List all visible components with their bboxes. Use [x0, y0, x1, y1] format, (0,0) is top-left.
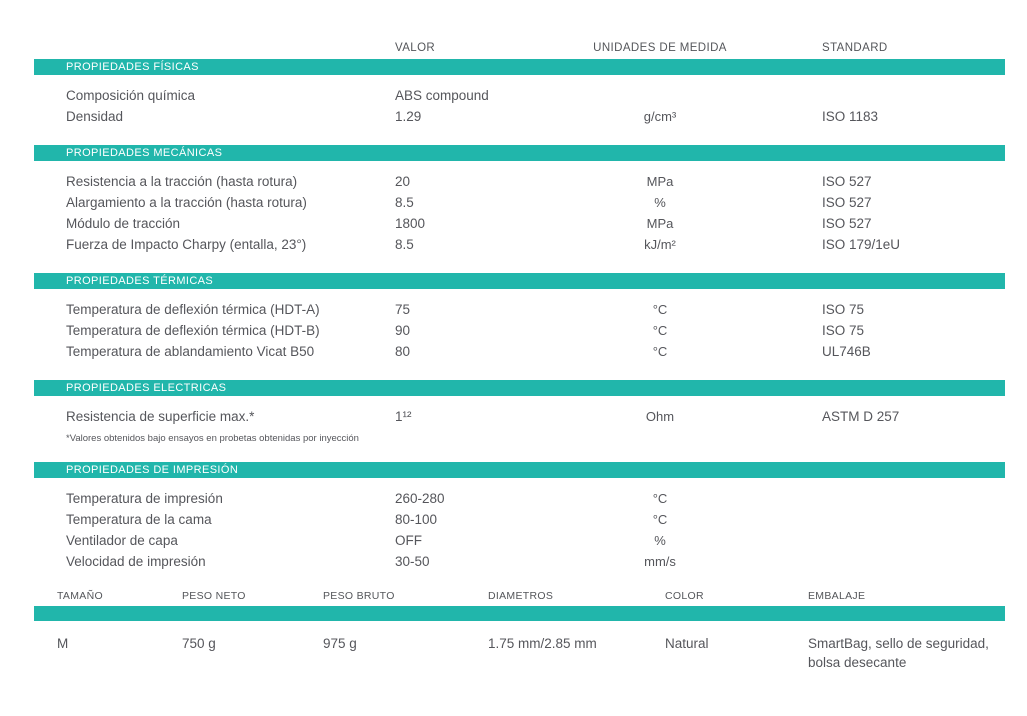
- property-section: [34, 462, 1005, 572]
- property-label: Composición química: [66, 88, 196, 103]
- section-header-bar: [34, 145, 1005, 161]
- property-section: [34, 273, 1005, 362]
- property-row: [34, 320, 1005, 341]
- property-value: 8.5: [395, 237, 414, 252]
- packaging-header-cell: EMBALAJE: [808, 590, 866, 602]
- packaging-cell: 975 g: [323, 636, 357, 651]
- property-label: Resistencia a la tracción (hasta rotura): [66, 174, 298, 189]
- property-label: Temperatura de impresión: [66, 491, 223, 506]
- section-title: PROPIEDADES FÍSICAS: [66, 61, 199, 73]
- property-standard: UL746B: [822, 344, 871, 359]
- property-standard: [760, 551, 1005, 572]
- property-standard: [760, 85, 1005, 106]
- property-rows: [34, 289, 1005, 362]
- property-row: [34, 213, 1005, 234]
- property-rows: [34, 161, 1005, 255]
- property-row: [34, 406, 1005, 427]
- packaging-table: [34, 590, 1005, 672]
- property-standard: ISO 527: [822, 174, 872, 189]
- property-unit: g/cm³: [643, 109, 677, 124]
- section-title: PROPIEDADES DE IMPRESIÓN: [66, 464, 239, 476]
- property-value: 20: [395, 174, 411, 189]
- property-unit: °C: [652, 302, 668, 317]
- property-unit: %: [654, 533, 666, 548]
- section-header-bar: [34, 59, 1005, 75]
- property-label: Temperatura de deflexión térmica (HDT-A): [66, 302, 320, 317]
- footnote: *Valores obtenidos bajo ensayos en probetas obtenidas por inyección: [66, 433, 359, 444]
- packaging-header-cell: COLOR: [665, 590, 704, 602]
- property-value: OFF: [395, 533, 422, 548]
- property-label: Alargamiento a la tracción (hasta rotura): [66, 195, 307, 210]
- property-unit: kJ/m²: [644, 237, 676, 252]
- property-row: [34, 106, 1005, 127]
- property-row: [34, 509, 1005, 530]
- property-unit: MPa: [646, 174, 674, 189]
- property-section: [34, 145, 1005, 255]
- packaging-cell: Natural: [665, 636, 709, 651]
- property-row: [34, 171, 1005, 192]
- property-unit: °C: [652, 512, 668, 527]
- property-unit: °C: [652, 323, 668, 338]
- column-header-row: [34, 42, 1005, 59]
- property-row: [34, 234, 1005, 255]
- property-label: Temperatura de la cama: [66, 512, 212, 527]
- property-unit: MPa: [646, 216, 674, 231]
- packaging-row: [34, 634, 1005, 672]
- property-standard: ISO 75: [822, 323, 865, 338]
- property-value: ABS compound: [395, 88, 489, 103]
- property-value: 75: [395, 302, 411, 317]
- property-value: 1.29: [395, 109, 422, 124]
- property-standard: ISO 527: [822, 216, 872, 231]
- section-title: PROPIEDADES TÉRMICAS: [66, 275, 214, 287]
- property-standard: ISO 75: [822, 302, 865, 317]
- property-rows: [34, 75, 1005, 127]
- section-title: PROPIEDADES ELECTRICAS: [66, 382, 227, 394]
- property-section: [34, 380, 1005, 444]
- column-header-unidades: UNIDADES DE MEDIDA: [593, 42, 727, 54]
- property-standard: ISO 1183: [822, 109, 879, 124]
- column-header-valor: VALOR: [395, 42, 436, 54]
- packaging-header-cell: TAMAÑO: [57, 590, 103, 602]
- property-row: [34, 85, 1005, 106]
- property-row: [34, 299, 1005, 320]
- property-row: [34, 192, 1005, 213]
- packaging-cell: 1.75 mm/2.85 mm: [488, 636, 597, 651]
- property-unit: mm/s: [644, 554, 676, 569]
- property-row: [34, 530, 1005, 551]
- property-label: Resistencia de superficie max.*: [66, 409, 255, 424]
- section-header-bar: [34, 380, 1005, 396]
- section-header-bar: [34, 462, 1005, 478]
- packaging-rows: [34, 634, 1005, 672]
- packaging-divider-bar: [34, 606, 1005, 621]
- packaging-cell: 750 g: [182, 636, 216, 651]
- property-standard: [760, 488, 1005, 509]
- property-label: Temperatura de ablandamiento Vicat B50: [66, 344, 315, 359]
- packaging-header-cell: PESO NETO: [182, 590, 246, 602]
- property-label: Temperatura de deflexión térmica (HDT-B): [66, 323, 320, 338]
- property-rows: [34, 478, 1005, 572]
- section-title: PROPIEDADES MECÁNICAS: [66, 147, 223, 159]
- packaging-header-cell: DIAMETROS: [488, 590, 554, 602]
- packaging-header-row: [34, 590, 1005, 606]
- property-value: 90: [395, 323, 411, 338]
- column-header-spacer: [34, 42, 395, 54]
- property-label: Ventilador de capa: [66, 533, 178, 548]
- property-unit: °C: [652, 344, 668, 359]
- property-standard: ASTM D 257: [822, 409, 900, 424]
- property-sections: [34, 59, 1005, 572]
- property-value: 1800: [395, 216, 426, 231]
- property-unit: °C: [652, 491, 668, 506]
- property-rows: [34, 396, 1005, 427]
- property-row: [34, 488, 1005, 509]
- property-label: Fuerza de Impacto Charpy (entalla, 23°): [66, 237, 307, 252]
- property-unit: %: [654, 195, 666, 210]
- section-header-bar: [34, 273, 1005, 289]
- property-unit: Ohm: [645, 409, 675, 424]
- property-value: 80-100: [395, 512, 438, 527]
- property-standard: [760, 530, 1005, 551]
- property-row: [34, 341, 1005, 362]
- property-section: [34, 59, 1005, 127]
- property-standard: ISO 527: [822, 195, 872, 210]
- column-header-standard: STANDARD: [822, 42, 888, 54]
- property-label: Densidad: [66, 109, 124, 124]
- property-label: Módulo de tracción: [66, 216, 181, 231]
- packaging-cell: M: [57, 636, 69, 651]
- property-value: 1¹²: [395, 409, 412, 424]
- property-standard: [760, 509, 1005, 530]
- property-standard: ISO 179/1eU: [822, 237, 901, 252]
- packaging-header-cell: PESO BRUTO: [323, 590, 395, 602]
- property-value: 30-50: [395, 554, 430, 569]
- property-row: [34, 551, 1005, 572]
- property-value: 80: [395, 344, 411, 359]
- property-label: Velocidad de impresión: [66, 554, 206, 569]
- packaging-cell: SmartBag, sello de seguridad, bolsa desecante: [808, 636, 989, 670]
- property-unit: [560, 85, 760, 106]
- property-value: 260-280: [395, 491, 445, 506]
- property-value: 8.5: [395, 195, 414, 210]
